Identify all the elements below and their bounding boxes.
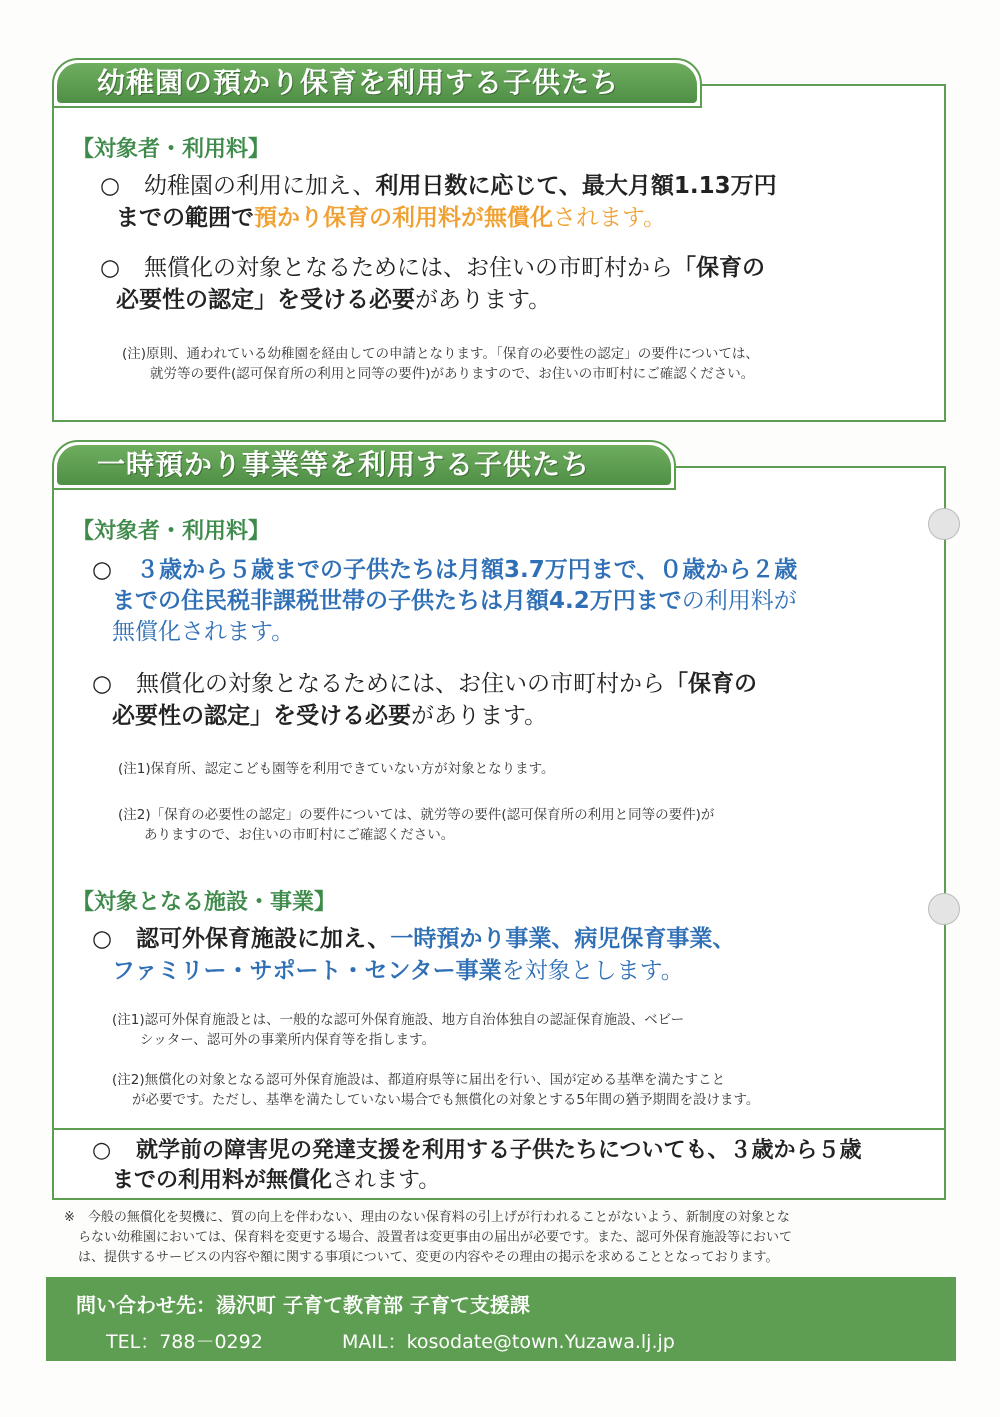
bullet-bold-text: 「保育の (673, 255, 765, 281)
bullet-text: 無償化の対象となるためには、お住いの市町村から (136, 671, 665, 697)
bullet-bold-text: 必要性の認定」を受ける必要 (112, 703, 411, 729)
bullet-highlight-text: までの住民税非課税世帯の子供たちは月額4.2万円まで (112, 588, 682, 614)
contact-heading: 問い合わせ先：湯沢町 子育て教育部 子育て支援課 (76, 1293, 530, 1317)
bullet-text: されます。 (332, 1168, 441, 1193)
note-line: (注1)認可外保育施設とは、一般的な認可外保育施設、地方自治体独自の認証保育施設、ベビー (112, 1012, 685, 1028)
note-line: 就労等の要件(認可保育所の利用と同等の要件)がありますので、お住いの市町村にご確認ください。 (150, 366, 755, 382)
kindergarten-note (122, 344, 932, 384)
section-kindergarten-title: 幼稚園の預かり保育を利用する子供たち (57, 63, 697, 103)
temporary-care-bullet-2 (92, 668, 932, 732)
bullet-text: 幼稚園の利用に加え、 (144, 173, 376, 199)
bullet-bold-text: までの利用料が無償化 (112, 1168, 333, 1193)
temporary-care-note-2 (118, 805, 928, 845)
contact-tel: TEL：788－0292 (106, 1331, 263, 1353)
note-line: が必要です。ただし、基準を満たしていない場合でも無償化の対象とする5年間の猶予期間を設けます。 (132, 1092, 760, 1108)
bullet-text: 無償化の対象となるためには、お住いの市町村から (144, 255, 673, 281)
bullet-marker: ○ (100, 173, 121, 199)
bullet-bold-text: 必要性の認定」を受ける必要 (116, 287, 415, 313)
temporary-care-note-1: (注1)保育所、認定こども園等を利用できていない方が対象となります。 (118, 761, 555, 777)
remark-line: ※ 今般の無償化を契機に、質の向上を伴わない、理由のない保育料の引上げが行われることがないよう、新制度の対象とな (64, 1210, 790, 1225)
facilities-subheading: 【対象となる施設・事業】 (72, 890, 337, 915)
note-line: シッター、認可外の事業所内保育等を指します。 (140, 1032, 436, 1048)
punch-hole (928, 508, 960, 540)
section-kindergarten-tab (52, 58, 702, 108)
bullet-marker: ○ (92, 926, 113, 952)
kindergarten-bullet-1 (100, 170, 920, 234)
bullet-bold-text: までの範囲で (116, 205, 254, 231)
section-temporary-care-subheading: 【対象者・利用料】 (72, 519, 271, 544)
bullet-bold-text: 利用日数に応じて、最大月額1.13万円 (375, 173, 777, 199)
bullet-bold-text: 認可外保育施設に加え、 (136, 926, 391, 952)
note-line: (注2)「保育の必要性の認定」の要件については、就労等の要件(認可保育所の利用と同等の要件)が (118, 807, 715, 823)
temporary-care-bullet-1 (92, 555, 932, 648)
bullet-text: があります。 (415, 287, 552, 313)
facilities-bullet (92, 923, 932, 987)
contact-footer (46, 1277, 956, 1361)
bullet-text: 無償化されます。 (112, 619, 295, 645)
note-line: (注2)無償化の対象となる認可外保育施設は、都道府県等に届出を行い、国が定める基準を満たすこと (112, 1072, 726, 1088)
note-line: (注)原則、通われている幼稚園を経由しての申請となります。「保育の必要性の認定」の要件については、 (122, 346, 759, 362)
bullet-marker: ○ (92, 557, 113, 583)
bullet-marker: ○ (100, 255, 121, 281)
remark (64, 1208, 944, 1268)
remark-line: らない幼稚園においては、保育料を変更する場合、設置者は変更事由の届出が必要です。また、認可外保育施設等において (78, 1230, 792, 1245)
section-temporary-care-tab (52, 440, 676, 490)
bullet-marker: ○ (92, 1138, 112, 1163)
note-line: ありますので、お住いの市町村にご確認ください。 (144, 827, 455, 843)
punch-hole (928, 893, 960, 925)
bullet-marker: ○ (92, 671, 113, 697)
facilities-note-1 (112, 1010, 932, 1050)
bullet-text: の利用料が (681, 588, 797, 614)
bullet-highlight-text: ファミリー・サポート・センター事業 (112, 958, 502, 984)
section-temporary-care-title: 一時預かり事業等を利用する子供たち (57, 445, 671, 485)
bullet-text: を対象とします。 (501, 958, 684, 984)
remark-line: は、提供するサービスの内容や額に関する事項について、変更の内容やその理由の掲示を求めることとなっております。 (78, 1250, 779, 1265)
facilities-note-2 (112, 1070, 932, 1110)
bullet-bold-text: 就学前の障害児の発達支援を利用する子供たちについても、３歳から５歳 (136, 1138, 862, 1163)
disability-support-text (92, 1136, 932, 1196)
kindergarten-bullet-2 (100, 252, 920, 316)
bullet-bold-text: 「保育の (665, 671, 757, 697)
bullet-highlight-text: 預かり保育の利用料が無償化 (254, 205, 553, 231)
bullet-highlight-text: されます。 (553, 205, 667, 231)
bullet-highlight-text: ３歳から５歳までの子供たちは月額3.7万円まで、０歳から２歳 (136, 557, 798, 583)
bullet-highlight-text: 一時預かり事業、病児保育事業、 (390, 926, 736, 952)
bullet-text: があります。 (411, 703, 548, 729)
section-kindergarten-subheading: 【対象者・利用料】 (72, 137, 271, 162)
contact-mail[interactable]: MAIL：kosodate@town.Yuzawa.lj.jp (342, 1331, 675, 1353)
